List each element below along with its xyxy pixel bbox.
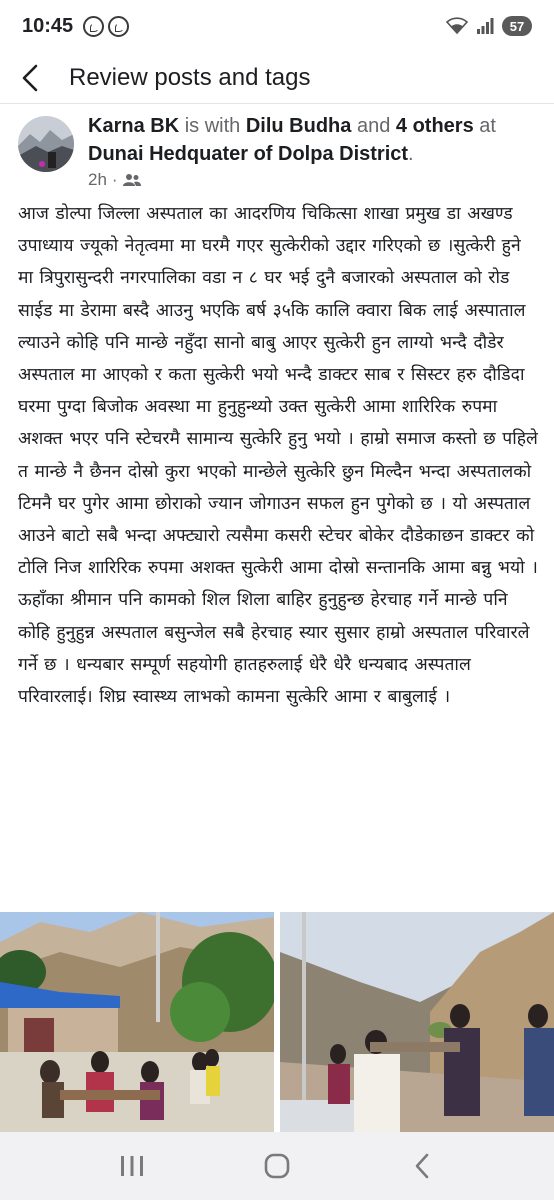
home-icon — [263, 1152, 291, 1180]
back-button[interactable] — [0, 52, 60, 104]
viber-icon — [108, 16, 129, 37]
viber-icon — [83, 16, 104, 37]
notification-icons — [83, 16, 129, 37]
battery-icon: 57 — [502, 16, 532, 36]
wifi-icon — [446, 17, 468, 35]
system-indicators — [446, 16, 532, 36]
avatar[interactable] — [18, 116, 74, 172]
tagged-user[interactable]: Dilu Budha — [245, 115, 352, 137]
at-text: at — [479, 115, 496, 137]
photo-2[interactable] — [280, 912, 554, 1132]
recent-apps-icon — [119, 1154, 145, 1178]
photo-grid — [0, 912, 554, 1132]
recent-apps-button[interactable] — [102, 1141, 162, 1191]
friends-icon[interactable] — [123, 173, 141, 187]
and-text: and — [356, 115, 391, 137]
back-icon — [413, 1153, 431, 1179]
post-header — [18, 112, 544, 190]
is-with-text: is with — [184, 115, 241, 137]
system-nav-bar — [0, 1132, 554, 1200]
author-line — [88, 112, 544, 168]
location-link[interactable]: Dunai Hedquater of Dolpa District — [88, 143, 409, 165]
app-header — [0, 52, 554, 104]
status-time: 10:45 — [22, 14, 74, 37]
photo-1[interactable] — [0, 912, 274, 1132]
signal-icon — [476, 17, 494, 35]
page-title: Review posts and tags — [69, 63, 311, 91]
home-button[interactable] — [247, 1141, 307, 1191]
author-block — [88, 112, 544, 190]
meta-separator: · — [111, 170, 118, 189]
back-arrow-icon — [20, 64, 40, 92]
author-name[interactable]: Karna BK — [88, 115, 180, 137]
location-suffix: . — [408, 143, 414, 165]
status-bar — [0, 0, 554, 52]
post-time[interactable]: 2h — [88, 170, 107, 189]
nav-back-button[interactable] — [392, 1141, 452, 1191]
post-text: आज डोल्पा जिल्ला अस्पताल का आदरणिय चिकित्सा शाखा प्रमुख डा अखण्ड उपाध्याय ज्यूको नेतृत्वमा मा घरमै गएर सुत्केरीको उद्दार गरिएको छ ।सुत्केरी हुने मा त्रिपुरासुन्दरी नगरपालिका वडा न ८ घर भई दुनै बजारको अस्पताल को रोड साईड मा डेरामा बस्दै आउनु भएकि बर्ष ३५कि कालि क्वारा बिक लाई अस्पाताल ल्याउने कोहि पनि मान्छे नहुँदा सानो बाबु आएर सुत्केरी हुन लाग्यो भन्दै दौडेर अस्पताल मा आएको र कता सुत्केरी भयो भन्दै डाक्टर साब र सिस्टर हरु दौडिदा घरमा पुग्दा बिजोक अवस्था मा हुनुहुन्थ्यो उक्त सुत्केरी आमा शारिरिक रुपमा अशक्त भएर पनि स्टेचरमै सामान्य सुत्केरि हुनु भयो । हाम्रो समाज कस्तो छ पहिले त मान्छे नै छैनन दोस्रो कुरा भएको मान्छेले सुत्केरि छुन मिल्दैन भन्दा अस्पतालको टिमनै घर पुगेर आमा छोराको ज्यान जोगाउन सफल हुन पुगेको छ । यो अस्पताल आउने बाटो सबै भन्दा अफ्ट्यारो त्यसैमा कसरी स्टेचर बोकेर दौडेकाछन डाक्टर को टोलि निज शारिरिक रुपमा अशक्त सुत्केरी आमा दोस्रो सन्तानकि आमा बन्नु भयो । ऊहाँका श्रीमान पनि कामको शिल शिला बाहिर हुनुहुन्छ हेरचाह गर्ने मान्छे पनि कोहि हुनुहुन्न अस्पताल बसुन्जेल सबै हेरचाह स्यार सुसार हाम्रो अस्पताल परिवारले गर्ने छ । धन्यबार सम्पूर्ण सहयोगी हातहरुलाई धेरै धेरै धन्यबाद अस्पताल परिवारलाई। शिघ्र स्वास्थ्य लाभको कामना सुत्केरि आमा र बाबुलाई । — [18, 204, 538, 708]
post-meta — [88, 170, 544, 190]
others-link[interactable]: 4 others — [395, 115, 474, 137]
